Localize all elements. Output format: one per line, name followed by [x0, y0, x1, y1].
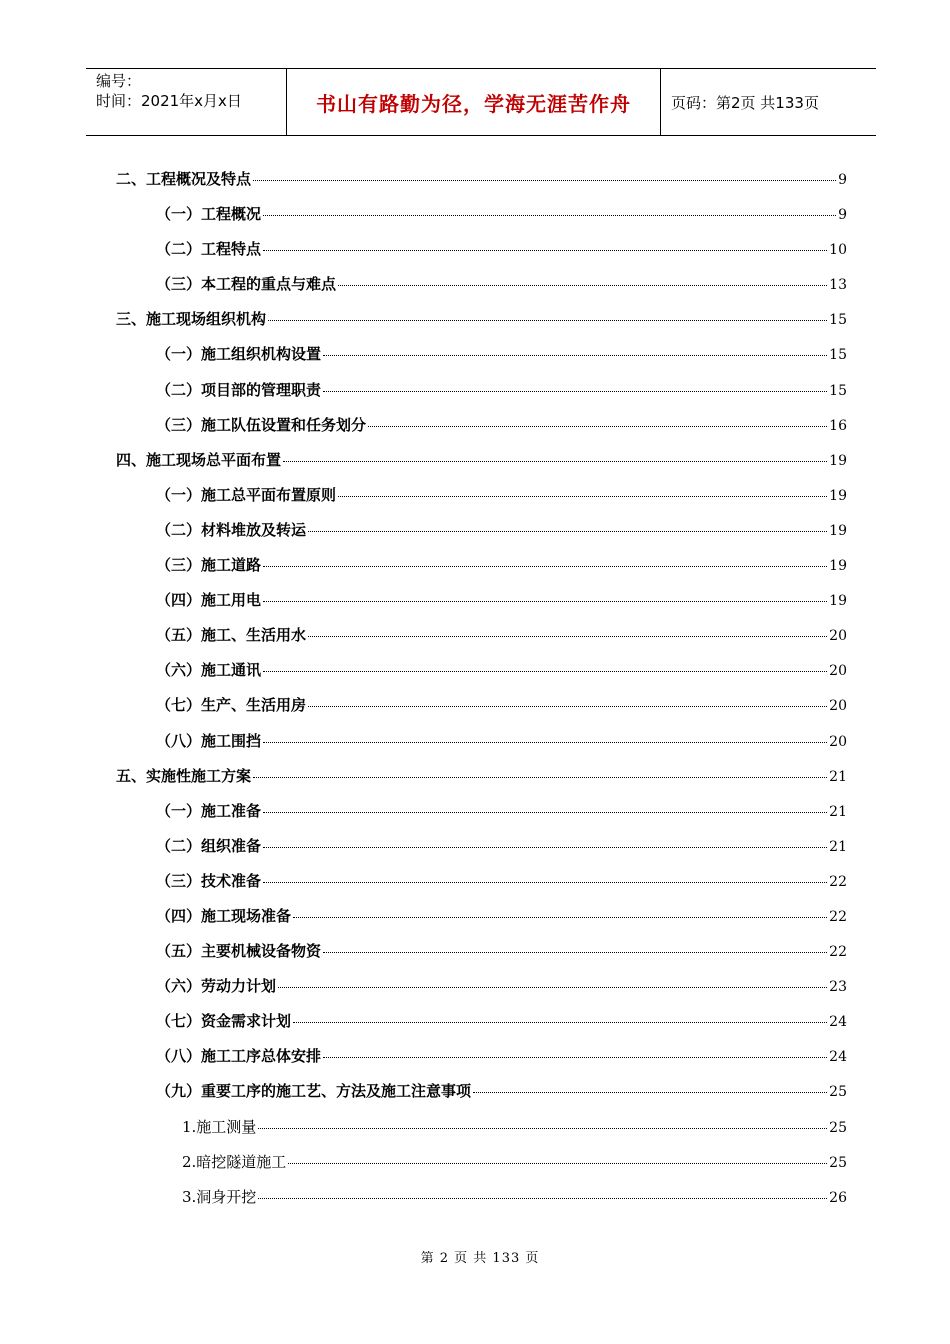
- header-page-label: 页码：第2页 共133页: [671, 93, 819, 112]
- toc-entry-title: （八）施工工序总体安排: [156, 1047, 322, 1066]
- toc-entry-page: 15: [829, 312, 847, 329]
- toc-dot-leader: [323, 391, 827, 392]
- toc-entry-page: 13: [829, 277, 847, 294]
- toc-entry[interactable]: [116, 765, 847, 800]
- toc-entry[interactable]: [116, 449, 847, 484]
- toc-dot-leader: [263, 742, 827, 743]
- toc-entry[interactable]: [116, 379, 847, 414]
- toc-entry-title: （九）重要工序的施工艺、方法及施工注意事项: [156, 1082, 472, 1101]
- toc-entry[interactable]: [116, 870, 847, 905]
- header-slogan: 书山有路勤为径，学海无涯苦作舟: [287, 69, 661, 135]
- toc-dot-leader: [323, 952, 827, 953]
- toc-entry[interactable]: [116, 343, 847, 378]
- toc-dot-leader: [263, 250, 827, 251]
- toc-entry[interactable]: [116, 835, 847, 870]
- toc-entry-title: （四）施工现场准备: [156, 906, 292, 925]
- toc-entry-title: 2.暗挖隧道施工: [182, 1152, 287, 1171]
- toc-entry-page: 9: [838, 207, 847, 224]
- toc-entry[interactable]: [116, 975, 847, 1010]
- toc-entry-title: （八）施工围挡: [156, 731, 262, 750]
- toc-entry[interactable]: [116, 624, 847, 659]
- toc-entry-title: （三）施工道路: [156, 556, 262, 575]
- toc-dot-leader: [293, 1022, 827, 1023]
- toc-entry-title: （二）项目部的管理职责: [156, 380, 322, 399]
- toc-entry-title: （一）施工组织机构设置: [156, 345, 322, 364]
- toc-dot-leader: [263, 601, 827, 602]
- toc-entry-page: 21: [829, 803, 847, 820]
- toc-entry-title: （三）施工队伍设置和任务划分: [156, 415, 367, 434]
- toc-entry-page: 19: [829, 452, 847, 469]
- toc-entry-title: （六）施工通讯: [156, 661, 262, 680]
- toc-dot-leader: [308, 531, 827, 532]
- toc-entry[interactable]: [116, 1010, 847, 1045]
- toc-entry-title: （一）工程概况: [156, 205, 262, 224]
- toc-dot-leader: [283, 461, 827, 462]
- toc-dot-leader: [368, 426, 827, 427]
- toc-entry-title: （三）技术准备: [156, 871, 262, 890]
- toc-dot-leader: [253, 180, 836, 181]
- toc-entry-page: 20: [829, 733, 847, 750]
- toc-entry[interactable]: [116, 554, 847, 589]
- toc-entry[interactable]: [116, 800, 847, 835]
- toc-entry[interactable]: [116, 1151, 847, 1186]
- toc-entry-title: 四、施工现场总平面布置: [116, 450, 282, 469]
- toc-entry[interactable]: [116, 694, 847, 729]
- toc-dot-leader: [308, 706, 827, 707]
- toc-entry-page: 20: [829, 663, 847, 680]
- page-header: [86, 68, 876, 136]
- toc-entry[interactable]: [116, 1116, 847, 1151]
- toc-entry-page: 22: [829, 908, 847, 925]
- toc-entry[interactable]: [116, 168, 847, 203]
- toc-entry-page: 25: [829, 1119, 847, 1136]
- toc-entry[interactable]: [116, 1045, 847, 1080]
- toc-entry-page: 15: [829, 382, 847, 399]
- toc-entry-page: 9: [838, 172, 847, 188]
- toc-dot-leader: [278, 987, 827, 988]
- toc-entry-page: 16: [829, 417, 847, 434]
- toc-entry-page: 19: [829, 522, 847, 539]
- toc-entry[interactable]: [116, 730, 847, 765]
- toc-dot-leader: [293, 917, 827, 918]
- toc-dot-leader: [263, 215, 836, 216]
- toc-entry-title: 五、实施性施工方案: [116, 766, 252, 785]
- number-label: 编号：: [96, 72, 142, 90]
- toc-dot-leader: [323, 1057, 827, 1058]
- toc-entry-page: 20: [829, 698, 847, 715]
- toc-entry-title: （二）组织准备: [156, 836, 262, 855]
- toc-entry-page: 23: [829, 979, 847, 996]
- toc-entry[interactable]: [116, 589, 847, 624]
- toc-entry-page: 24: [829, 1014, 847, 1031]
- toc-dot-leader: [268, 320, 827, 321]
- toc-entry-title: （四）施工用电: [156, 591, 262, 610]
- toc-entry-page: 15: [829, 347, 847, 364]
- toc-entry[interactable]: [116, 203, 847, 238]
- toc-entry-page: 22: [829, 873, 847, 890]
- toc-dot-leader: [288, 1163, 827, 1164]
- toc-entry[interactable]: [116, 484, 847, 519]
- toc-entry-title: （二）材料堆放及转运: [156, 520, 307, 539]
- toc-entry-page: 10: [829, 242, 847, 259]
- toc-entry-title: （二）工程特点: [156, 240, 262, 259]
- toc-entry[interactable]: [116, 414, 847, 449]
- page-footer: 第 2 页 共 133 页: [420, 1251, 540, 1266]
- toc-dot-leader: [258, 1128, 827, 1129]
- toc-dot-leader: [338, 496, 827, 497]
- toc-entry[interactable]: [116, 519, 847, 554]
- toc-entry-page: 19: [829, 593, 847, 610]
- toc-entry-page: 26: [829, 1189, 847, 1206]
- toc-entry-title: 3.洞身开挖: [182, 1187, 257, 1206]
- toc-dot-leader: [323, 355, 827, 356]
- toc-entry-page: 21: [829, 768, 847, 785]
- toc-entry[interactable]: [116, 659, 847, 694]
- toc-dot-leader: [338, 285, 827, 286]
- toc-entry[interactable]: [116, 940, 847, 975]
- toc-entry-page: 20: [829, 628, 847, 645]
- toc-entry[interactable]: [116, 1080, 847, 1115]
- toc-entry-title: （七）生产、生活用房: [156, 696, 307, 715]
- toc-entry-title: （六）劳动力计划: [156, 977, 277, 996]
- toc-entry[interactable]: [116, 273, 847, 308]
- toc-entry[interactable]: [116, 905, 847, 940]
- toc-entry-title: （一）施工准备: [156, 801, 262, 820]
- toc-dot-leader: [473, 1092, 827, 1093]
- toc-entry-title: 三、施工现场组织机构: [116, 310, 267, 329]
- toc-dot-leader: [253, 777, 827, 778]
- date-label: 时间：2021年x月x日: [96, 92, 242, 110]
- toc-entry-title: （五）施工、生活用水: [156, 626, 307, 645]
- toc-dot-leader: [263, 882, 827, 883]
- toc-entry-title: 1.施工测量: [182, 1117, 257, 1136]
- toc-entry-page: 21: [829, 838, 847, 855]
- table-of-contents: [116, 168, 847, 1221]
- toc-dot-leader: [263, 812, 827, 813]
- toc-entry-title: （一）施工总平面布置原则: [156, 485, 337, 504]
- toc-entry-page: 19: [829, 487, 847, 504]
- toc-dot-leader: [308, 636, 827, 637]
- toc-dot-leader: [263, 847, 827, 848]
- toc-entry[interactable]: [116, 1186, 847, 1221]
- toc-entry-title: （五）主要机械设备物资: [156, 942, 322, 961]
- toc-entry-title: （三）本工程的重点与难点: [156, 275, 337, 294]
- toc-entry-page: 25: [829, 1084, 847, 1101]
- toc-entry-title: 二、工程概况及特点: [116, 170, 252, 188]
- toc-entry-page: 25: [829, 1154, 847, 1171]
- toc-entry-page: 24: [829, 1049, 847, 1066]
- toc-dot-leader: [263, 566, 827, 567]
- toc-entry-page: 22: [829, 944, 847, 961]
- toc-entry-page: 19: [829, 558, 847, 575]
- toc-dot-leader: [263, 671, 827, 672]
- toc-dot-leader: [258, 1198, 827, 1199]
- toc-entry-title: （七）资金需求计划: [156, 1012, 292, 1031]
- toc-entry[interactable]: [116, 238, 847, 273]
- header-left-cell: [86, 69, 287, 135]
- toc-entry[interactable]: [116, 308, 847, 343]
